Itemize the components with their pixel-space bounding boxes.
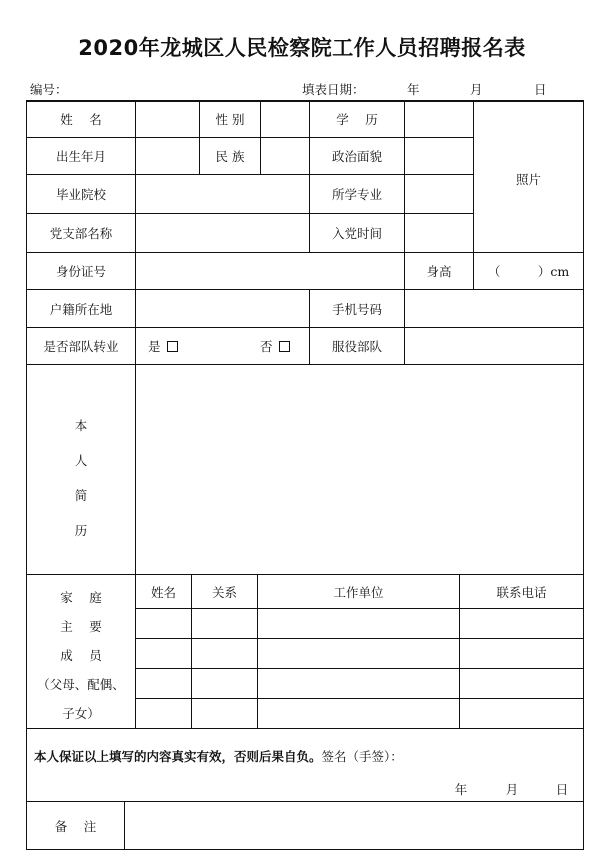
family-label-line: 家 庭	[60, 590, 102, 605]
gender-label: 性 别	[215, 112, 245, 127]
height-label: 身高	[426, 264, 452, 279]
army-unit-label: 服役部队	[331, 339, 382, 354]
resume-char: 历	[74, 523, 88, 538]
sign-date-month: 月	[505, 782, 519, 797]
family-header-workplace: 工作单位	[333, 584, 384, 600]
army-unit-field[interactable]	[405, 328, 583, 364]
form-title: 2020年龙城区人民检察院工作人员招聘报名表	[78, 36, 526, 60]
major-field[interactable]	[405, 175, 473, 213]
signature-label: 签名（手签）：	[321, 749, 403, 764]
veteran-no-checkbox[interactable]	[279, 341, 290, 352]
ethnicity-label: 民 族	[215, 149, 245, 164]
school-label: 毕业院校	[55, 187, 106, 202]
fill-date-label: 填表日期：	[302, 82, 365, 97]
party-date-field[interactable]	[405, 214, 473, 252]
name-field[interactable]	[136, 101, 199, 137]
remarks-label: 备 注	[54, 818, 97, 834]
family-label-line: （父母、配偶、	[37, 677, 125, 692]
family-label-line: 子女）	[62, 706, 100, 721]
party-date-label: 入党时间	[331, 226, 382, 241]
veteran-no-option[interactable]	[260, 328, 305, 364]
photo-area[interactable]	[474, 101, 583, 252]
fill-date-month: 月	[470, 82, 483, 97]
political-field[interactable]	[405, 138, 473, 174]
party-branch-field[interactable]	[136, 214, 309, 252]
family-label	[28, 588, 134, 733]
veteran-yes-option[interactable]	[148, 328, 198, 364]
veteran-yes-label: 是	[148, 339, 161, 354]
resume-char: 本	[74, 418, 88, 433]
id-number-field[interactable]	[136, 253, 404, 289]
resume-field[interactable]	[136, 365, 583, 574]
birth-field[interactable]	[136, 138, 199, 174]
hukou-field[interactable]	[136, 290, 309, 327]
school-field[interactable]	[136, 175, 309, 213]
hukou-label: 户籍所在地	[49, 301, 113, 317]
fill-date-day: 日	[534, 82, 547, 97]
veteran-label: 是否部队转业	[43, 339, 119, 354]
declaration-text	[34, 747, 403, 765]
resume-char: 人	[74, 453, 88, 468]
number-label: 编号：	[30, 82, 68, 97]
birth-label: 出生年月	[55, 149, 106, 164]
family-label-line: 主 要	[60, 619, 102, 634]
remarks-field[interactable]	[125, 802, 583, 849]
family-label-line: 成 员	[60, 648, 102, 663]
gender-field[interactable]	[261, 101, 309, 137]
fill-date-year: 年	[407, 82, 420, 97]
family-header-phone: 联系电话	[496, 584, 547, 600]
major-label: 所学专业	[331, 187, 382, 202]
sign-date-year: 年	[454, 782, 468, 797]
political-label: 政治面貌	[331, 149, 382, 164]
ethnicity-field[interactable]	[261, 138, 309, 174]
sign-date-day: 日	[555, 782, 569, 797]
family-header-relation: 关系	[211, 584, 237, 600]
veteran-no-label: 否	[260, 339, 273, 354]
phone-label: 手机号码	[331, 301, 382, 317]
phone-field[interactable]	[405, 290, 583, 327]
declaration-bold: 本人保证以上填写的内容真实有效，否则后果自负。	[34, 749, 322, 764]
height-field[interactable]: （ ）cm	[487, 264, 570, 279]
education-label: 学 历	[336, 112, 378, 127]
resume-char: 简	[74, 488, 88, 503]
photo-label: 照片	[515, 172, 541, 187]
name-label: 姓 名	[60, 112, 102, 127]
id-number-label: 身份证号	[55, 264, 106, 279]
party-branch-label: 党支部名称	[49, 226, 113, 241]
education-field[interactable]	[405, 101, 473, 137]
veteran-yes-checkbox[interactable]	[167, 341, 178, 352]
family-header-name: 姓名	[150, 584, 176, 600]
resume-label	[28, 416, 134, 556]
